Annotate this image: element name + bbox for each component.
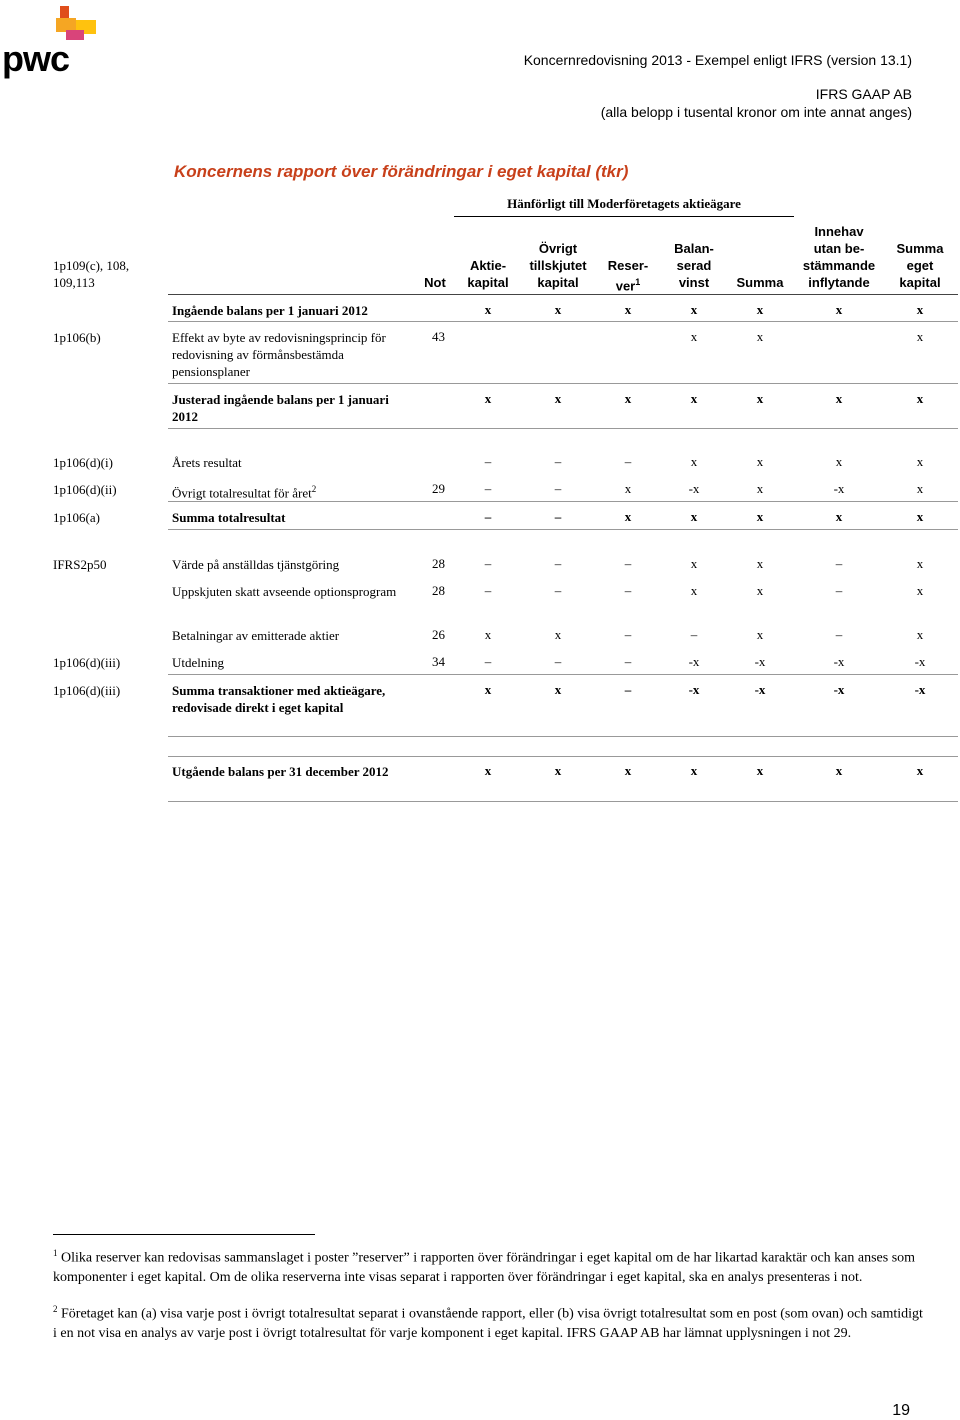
table-cell: x bbox=[624, 509, 632, 524]
table-cell: x bbox=[554, 763, 562, 778]
table-cell: – bbox=[484, 556, 492, 571]
table-cell: – bbox=[690, 627, 698, 642]
pwc-wordmark: pwc bbox=[2, 38, 70, 79]
table-cell: x bbox=[484, 682, 492, 697]
header-rule bbox=[168, 294, 958, 295]
row-label: Summa transaktioner med aktieägare, redovisade direkt i eget kapital bbox=[172, 683, 386, 715]
row-reference: 1p106(d)(iii) bbox=[53, 655, 121, 670]
table-cell: – bbox=[554, 509, 562, 524]
column-header-6: Innehav utan be- stämmande inflytande bbox=[802, 224, 876, 290]
table-cell: -x bbox=[688, 682, 700, 697]
group-header: Hänförligt till Moderföretagets aktieägare bbox=[507, 196, 741, 211]
table-cell: – bbox=[624, 682, 632, 697]
row-label: Betalningar av emitterade aktier bbox=[172, 628, 340, 643]
table-cell: – bbox=[835, 583, 843, 598]
table-cell: x bbox=[916, 302, 924, 317]
table-cell: -x bbox=[688, 654, 700, 669]
column-header-note: Not bbox=[424, 275, 446, 290]
column-header-4: Balan- serad vinst bbox=[674, 241, 714, 290]
row-reference: 1p106(a) bbox=[53, 510, 100, 525]
table-cell: x bbox=[484, 627, 492, 642]
table-cell: x bbox=[484, 391, 492, 406]
column-header-5: Summa bbox=[736, 275, 784, 290]
table-cell: x bbox=[916, 454, 924, 469]
table-cell: x bbox=[690, 391, 698, 406]
row-reference: 1p106(d)(iii) bbox=[53, 683, 121, 698]
table-cell: -x bbox=[688, 481, 700, 496]
table-cell: – bbox=[484, 481, 492, 496]
table-cell: x bbox=[554, 627, 562, 642]
table-cell: – bbox=[835, 627, 843, 642]
table-cell: x bbox=[756, 583, 764, 598]
row-note: 43 bbox=[432, 329, 445, 344]
footnote-2-number: 2 bbox=[53, 1304, 58, 1314]
header-reference: 1p109(c), 108, 109,113 bbox=[53, 258, 130, 290]
table-cell: x bbox=[835, 509, 843, 524]
table-cell: – bbox=[835, 556, 843, 571]
row-label: Ingående balans per 1 januari 2012 bbox=[172, 303, 368, 318]
table-cell: x bbox=[916, 481, 924, 496]
report-title: Koncernens rapport över förändringar i eget kapital (tkr) bbox=[174, 162, 629, 181]
reserver-footnote-ref: 1 bbox=[635, 277, 641, 287]
table-cell: -x bbox=[833, 654, 845, 669]
table-cell: – bbox=[624, 583, 632, 598]
row-reference: 1p106(d)(i) bbox=[53, 455, 113, 470]
table-cell: – bbox=[554, 583, 562, 598]
row-separator bbox=[168, 756, 958, 757]
row-label: Utgående balans per 31 december 2012 bbox=[172, 764, 389, 779]
row-label: Effekt av byte av redovisningsprincip för redovisning av förmånsbestämda pensionsplaner bbox=[172, 330, 386, 379]
table-cell: x bbox=[916, 627, 924, 642]
column-header-2: Övrigt tillskjutet kapital bbox=[529, 241, 587, 290]
row-separator bbox=[168, 674, 958, 675]
amounts-note: (alla belopp i tusental kronor om inte annat anges) bbox=[600, 104, 912, 120]
table-cell: x bbox=[624, 481, 632, 496]
table-cell: x bbox=[916, 583, 924, 598]
footnote-1-text: Olika reserver kan redovisas sammanslaget i poster ”reserver” i rapporten över förändringar i eget kapital om de har likartad karaktär och kan anses som komponenter i eget kapital. Om de olika reserverna inte visas separat i rapporten över förändringar i eget kapital, ska en analys presenteras i not. bbox=[53, 1250, 916, 1285]
table-cell: x bbox=[916, 763, 924, 778]
table-cell: x bbox=[916, 556, 924, 571]
row-label: Värde på anställdas tjänstgöring bbox=[172, 557, 340, 572]
column-header-7: Summa eget kapital bbox=[896, 241, 944, 290]
row-note: 28 bbox=[432, 583, 445, 598]
row-note: 26 bbox=[432, 627, 445, 642]
table-cell: – bbox=[484, 509, 492, 524]
table-cell: x bbox=[554, 391, 562, 406]
table-cell: x bbox=[756, 509, 764, 524]
table-cell: x bbox=[690, 302, 698, 317]
table-cell: – bbox=[484, 654, 492, 669]
table-cell: x bbox=[835, 763, 843, 778]
footnote-1 bbox=[53, 1244, 923, 1287]
page-number: 19 bbox=[892, 1402, 910, 1419]
document-title: Koncernredovisning 2013 - Exempel enligt IFRS (version 13.1) bbox=[523, 52, 912, 68]
row-label-footnote-ref: 2 bbox=[311, 484, 317, 494]
table-cell: – bbox=[484, 454, 492, 469]
row-reference: IFRS2p50 bbox=[53, 557, 107, 572]
row-separator bbox=[168, 321, 958, 322]
column-header-1: Aktie- kapital bbox=[467, 258, 509, 290]
footnote-2 bbox=[53, 1300, 923, 1343]
table-cell: – bbox=[624, 627, 632, 642]
table-cell: x bbox=[756, 302, 764, 317]
row-separator bbox=[168, 736, 958, 737]
table-cell: – bbox=[554, 556, 562, 571]
table-cell: x bbox=[756, 627, 764, 642]
row-label: Utdelning bbox=[172, 655, 224, 670]
footnote-1-number: 1 bbox=[53, 1248, 58, 1258]
table-cell: – bbox=[624, 454, 632, 469]
table-cell: x bbox=[624, 302, 632, 317]
row-label: Summa totalresultat bbox=[172, 510, 286, 525]
table-cell: x bbox=[835, 454, 843, 469]
row-label: Övrigt totalresultat för året$^2$ bbox=[172, 484, 317, 501]
table-cell: – bbox=[554, 654, 562, 669]
table-cell: -x bbox=[914, 682, 926, 697]
table-cell: x bbox=[835, 391, 843, 406]
row-note: 34 bbox=[432, 654, 445, 669]
table-cell: x bbox=[756, 454, 764, 469]
table-cell: x bbox=[916, 329, 924, 344]
table-cell: x bbox=[690, 556, 698, 571]
table-cell: x bbox=[624, 391, 632, 406]
row-label: Årets resultat bbox=[172, 455, 242, 470]
table-cell: x bbox=[624, 763, 632, 778]
table-cell: x bbox=[690, 509, 698, 524]
table-cell: x bbox=[916, 391, 924, 406]
row-separator bbox=[168, 501, 958, 502]
row-reference: 1p106(d)(ii) bbox=[53, 482, 117, 497]
table-cell: – bbox=[554, 454, 562, 469]
row-note: 29 bbox=[432, 481, 445, 496]
table-cell: x bbox=[756, 556, 764, 571]
table-cell: – bbox=[554, 481, 562, 496]
table-cell: x bbox=[756, 329, 764, 344]
table-cell: -x bbox=[754, 654, 766, 669]
table-cell: x bbox=[690, 454, 698, 469]
footnote-separator bbox=[53, 1234, 315, 1235]
table-cell: – bbox=[484, 583, 492, 598]
column-header-3: Reser- ver$^1$ bbox=[607, 258, 649, 294]
row-separator bbox=[168, 428, 958, 429]
table-cell: x bbox=[756, 391, 764, 406]
row-separator bbox=[168, 383, 958, 384]
footnote-2-text: Företaget kan (a) visa varje post i övrigt totalresultat separat i ovanstående rapport, eller (b) visa övrigt totalresultat som en post (som ovan) och samtidigt i en not visa en analys av varje post i övrigt totalresultat för varje komponent i eget kapital. IFRS GAAP AB har lämnat upplysningen i not 29. bbox=[53, 1306, 923, 1341]
group-header-rule bbox=[454, 216, 794, 217]
row-separator bbox=[168, 801, 958, 802]
table-cell: x bbox=[690, 763, 698, 778]
table-cell: x bbox=[756, 481, 764, 496]
table-cell: x bbox=[554, 302, 562, 317]
table-cell: – bbox=[624, 556, 632, 571]
table-cell: -x bbox=[833, 481, 845, 496]
table-cell: x bbox=[756, 763, 764, 778]
table-cell: – bbox=[624, 654, 632, 669]
table-cell: x bbox=[690, 329, 698, 344]
table-cell: -x bbox=[914, 654, 926, 669]
table-cell: x bbox=[835, 302, 843, 317]
table-cell: x bbox=[484, 763, 492, 778]
row-label: Uppskjuten skatt avseende optionsprogram bbox=[172, 584, 397, 599]
table-cell: x bbox=[554, 682, 562, 697]
row-separator bbox=[168, 529, 958, 530]
company-name: IFRS GAAP AB bbox=[815, 86, 912, 102]
table-cell: -x bbox=[754, 682, 766, 697]
table-cell: x bbox=[484, 302, 492, 317]
row-reference: 1p106(b) bbox=[53, 330, 101, 345]
table-cell: -x bbox=[833, 682, 845, 697]
table-cell: x bbox=[690, 583, 698, 598]
row-note: 28 bbox=[432, 556, 445, 571]
table-cell: x bbox=[916, 509, 924, 524]
row-label: Justerad ingående balans per 1 januari 2012 bbox=[172, 392, 389, 424]
